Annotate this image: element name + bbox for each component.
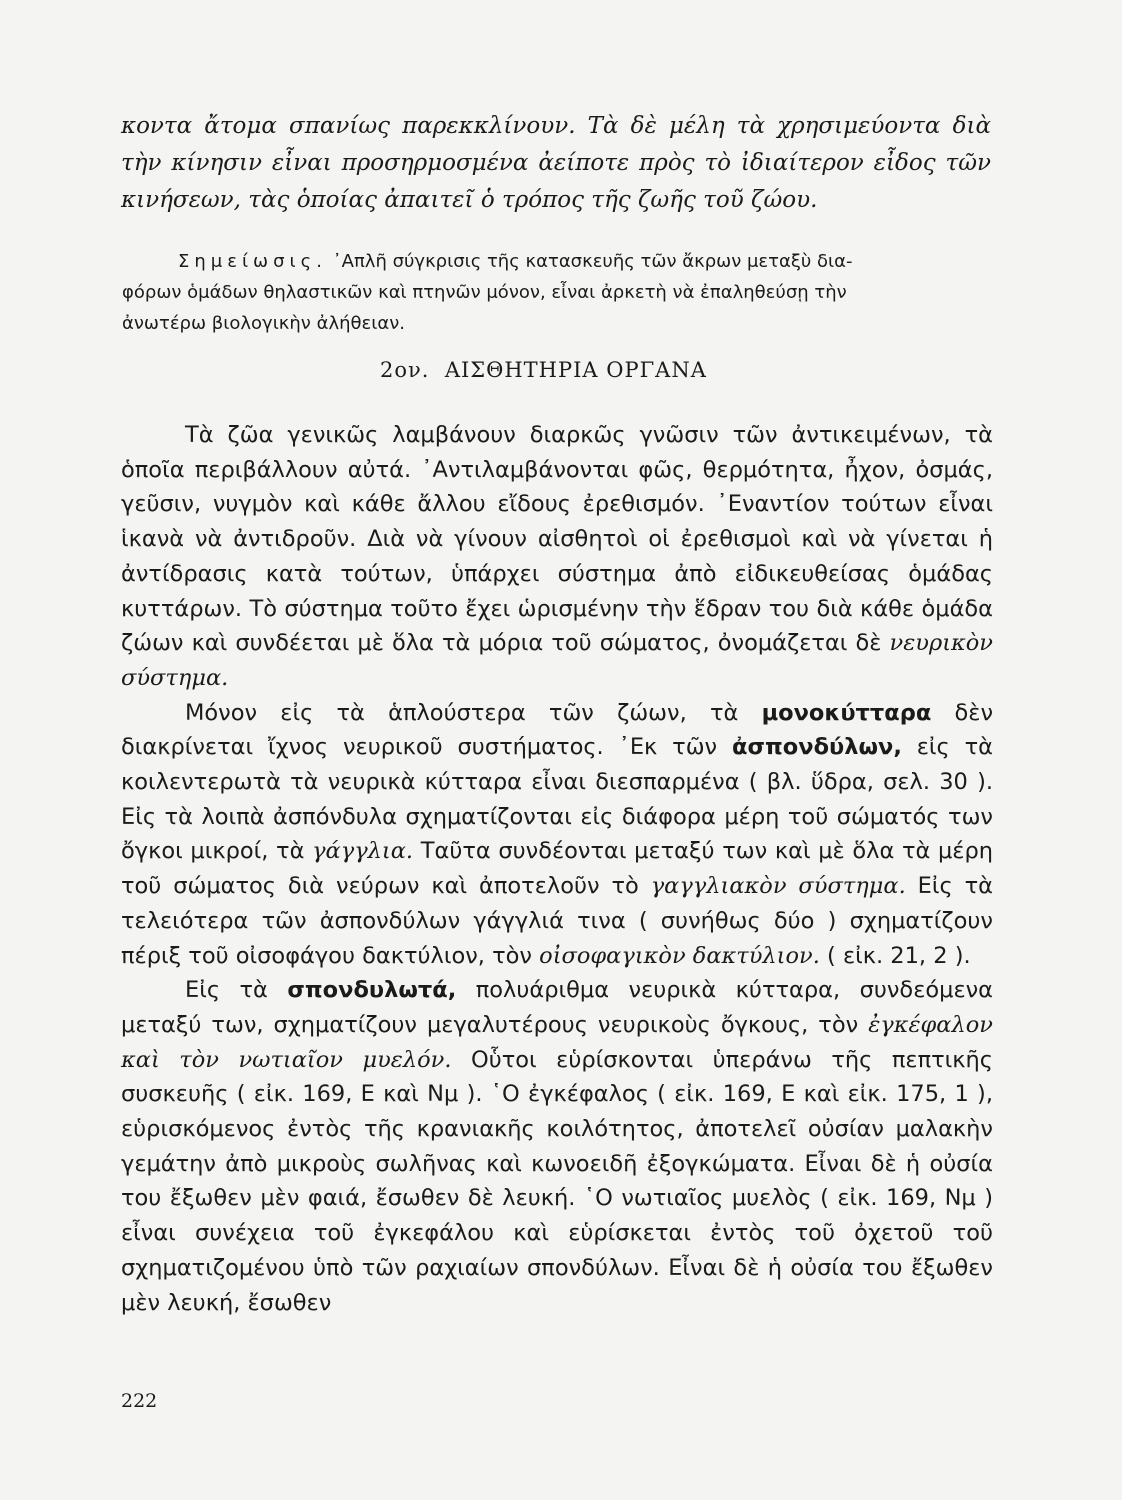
intro-text: κοντα ἄτομα σπανίως παρεκκλίνουν. Τὰ δὲ μέλη τὰ χρησιμεύοντα διὰ τὴν κίνησιν εἶναι προσηρμοσμένα ἀείποτε πρὸς τὸ ἰδιαίτερον εἶδος τῶν κινήσεων, τὰς ὁποίας ἀπαιτεῖ ὁ τρόπος τῆς ζωῆς τοῦ ζώου.	[121, 113, 991, 213]
p2-italic-term-2: γαγγλιακὸν σύστημα.	[650, 873, 906, 900]
p2-bold-term-2: ἀσπονδύλων,	[732, 734, 902, 761]
note-label: Σημείωσις.	[178, 251, 327, 272]
p3-text-c: πολυάριθμα νευρικὰ κύτταρα, συνδεόμενα μεταξύ των, σχηματίζουν μεγαλυτέρους νευρικοὺς ὄγκους, τὸν	[121, 977, 994, 1038]
page-number: 222	[121, 1390, 158, 1412]
p3-text-d: Οὗτοι εὑρίσκονται ὑπεράνω τῆς πεπτικῆς συσκευῆς ( εἰκ. 169, Ε καὶ Νμ ). ῾Ο ἐγκέφαλος ( εἰκ. 169, Ε καὶ εἰκ. 175, 1 ), εὑρισκόμενος ἐντὸς τῆς κρανιακῆς κοιλότητος, ἀποτελεῖ οὐσίαν μαλακὴν γεμάτην ἀπὸ μικροὺς σωλῆνας καὶ κωνοειδῆ ἐξογκώματα. Εἶναι δὲ ἡ οὐσία του ἔξωθεν μὲν φαιά, ἔσωθεν δὲ λευκή. ῾Ο νωτιαῖος μυελὸς ( εἰκ. 169, Νμ ) εἶναι συνέχεια τοῦ ἐγκεφάλου καὶ εὑρίσκεται ἐντὸς τοῦ ὀχετοῦ τοῦ σχηματιζομένου ὑπὸ τῶν ραχιαίων σπονδύλων. Εἶναι δὲ ἡ οὐσία του ἔξωθεν μὲν λευκή, ἔσωθεν	[121, 1046, 994, 1316]
p3-text-a: Εἰς τὰ	[185, 977, 268, 1004]
p2-text-a: Μόνον εἰς τὰ ἁπλούστερα τῶν ζώων, τὰ	[185, 699, 739, 726]
note-block	[122, 246, 993, 339]
p2-text-d: εἰς τὰ κοιλεντερωτὰ τὰ νευρικὰ κύτταρα εἶναι διεσπαρμένα ( βλ. ὕδρα, σελ. 30 ). Εἰς τὰ λοιπὰ ἀσπόνδυλα σχηματίζονται εἰς διάφορα μέρη τοῦ σώματός των ὄγκοι μικροί, τὰ	[121, 734, 993, 865]
note-text-1: ᾿Απλῆ σύγκρισις τῆς κατασκευῆς τῶν ἄκρων μεταξὺ δια-	[332, 251, 853, 272]
p2-bold-term-1: μονοκύτταρα	[761, 699, 932, 726]
section-number: 2ον.	[380, 358, 430, 382]
p3-bold-term: σπονδυλωτά,	[287, 977, 457, 1004]
note-line-2: φόρων ὁμάδων θηλαστικῶν καὶ πτηνῶν μόνον, εἶναι ἀρκετὴ νὰ ἐπαληθεύσῃ τὴν	[122, 282, 847, 303]
p2-italic-term-1: γάγγλια.	[312, 838, 414, 865]
note-line-3: ἀνωτέρω βιολογικὴν ἀλήθειαν.	[122, 313, 405, 334]
paragraph-2	[121, 696, 993, 974]
paragraph-1	[121, 418, 993, 696]
p2-italic-term-3: οἰσοφαγικὸν δακτύλιον.	[539, 942, 820, 969]
p1-text: Τὰ ζῶα γενικῶς λαμβάνουν διαρκῶς γνῶσιν τῶν ἀντικειμένων, τὰ ὁποῖα περιβάλλουν αὐτά. ᾿Αντιλαμβάνονται φῶς, θερμότητα, ἦχον, ὀσμάς, γεῦσιν, νυγμὸν καὶ κάθε ἄλλου εἴδους ἐρεθισμόν. ᾿Εναντίον τούτων εἶναι ἱκανὰ νὰ ἀντιδροῦν. Διὰ νὰ γίνουν αἰσθητοὶ οἱ ἐρεθισμοὶ καὶ νὰ γίνεται ἡ ἀντίδρασις κατὰ τούτων, ὑπάρχει σύστημα ἀπὸ εἰδικευθείσας ὁμάδας κυττάρων. Τὸ σύστημα τοῦτο ἔχει ὡρισμένην τὴν ἕδραν του διὰ κάθε ὁμάδα ζώων καὶ συνδέεται μὲ ὅλα τὰ μόρια τοῦ σώματος, ὀνομάζεται δὲ	[121, 422, 993, 657]
p1-italic-term: νευρικὸν σύστημα.	[121, 630, 993, 691]
note-line-1	[178, 246, 993, 277]
p2-text-f: Εἰς τὰ τελειότερα τῶν ἀσπονδύλων γάγγλιά τινα ( συνήθως δύο ) σχηματίζουν πέριξ τοῦ οἰσοφάγου δακτύλιον, τὸν	[121, 873, 993, 969]
paragraph-3	[121, 973, 993, 1320]
p2-text-c: δὲν διακρίνεται ἴχνος νευρικοῦ συστήματος. ᾿Εκ τῶν	[121, 699, 994, 761]
intro-paragraph	[121, 108, 991, 219]
p2-text-e: Ταῦτα συνδέονται μεταξύ των καὶ μὲ ὅλα τὰ μέρη τοῦ σώματος διὰ νεύρων καὶ ἀποτελοῦν τὸ	[121, 838, 994, 900]
p3-italic-term: ἐγκέφαλον καὶ τὸν νωτιαῖον μυελόν.	[121, 1011, 993, 1073]
section-title: ΑΙΣΘΗΤΗΡΙΑ ΟΡΓΑΝΑ	[444, 358, 707, 382]
main-text	[121, 418, 993, 1320]
p2-text-g: ( εἰκ. 21, 2 ).	[827, 942, 971, 969]
section-heading	[380, 358, 780, 382]
